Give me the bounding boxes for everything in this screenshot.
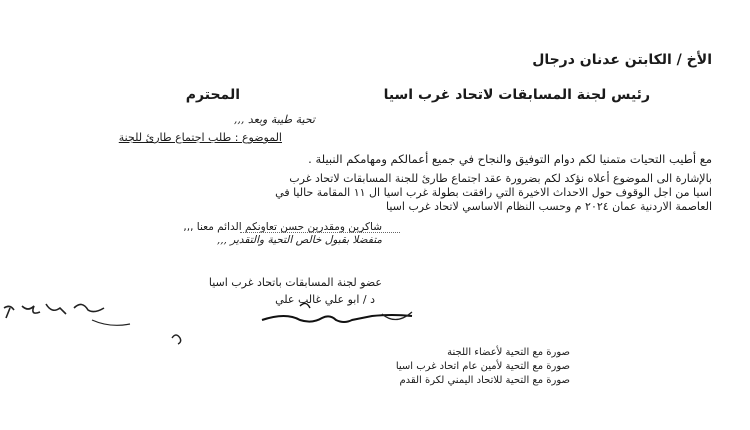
thanks-line: شاكرين ومقدرين حسن تعاونكم الدائم معنا ,,, [183,221,382,233]
honorific: المحترم [185,87,240,103]
greeting: تحية طيبة وبعد ,,, [233,113,315,126]
signatory-name: د / ابو علي غالب علي [275,293,375,306]
regards-line: متفضلا بقبول خالص التحية والتقدير ,,, [216,234,382,246]
body-line-4: العاصمة الاردنية عمان ٢٠٢٤ م وحسب النظام الاساسي لاتحاد غرب اسيا [386,200,712,213]
handwritten-signature-and-date [0,286,750,356]
recipient-title: رئيس لجنة المسابقات لاتحاد غرب اسيا [383,87,650,103]
body-line-3: اسيا من اجل الوقوف حول الاحداث الاخيرة التي رافقت بطولة غرب اسيا ال ١١ المقامة حاليا في [275,186,712,199]
body-line-2: بالإشارة الى الموضوع أعلاه نؤكد لكم بضرورة عقد اجتماع طارئ للجنة المسابقات لاتحاد غرب [289,172,712,185]
body-line-1: مع أطيب التحيات متمنيا لكم دوام التوفيق والنجاح في جميع أعمالكم ومهامكم النبيلة . [308,152,712,166]
signatory-role: عضو لجنة المسابقات باتحاد غرب اسيا [208,276,382,289]
regards-dotted-rule [240,232,400,233]
copy-line-2: صورة مع التحية لأمين عام اتحاد غرب اسيا [395,361,570,372]
subject-line: الموضوع : طلب اجتماع طارئ للجنة [118,131,282,144]
copy-line-3: صورة مع التحية للاتحاد اليمني لكرة القدم [399,375,570,386]
recipient-name: الأخ / الكابتن عدنان درجال [532,52,712,68]
copy-line-1: صورة مع التحية لأعضاء اللجنة [447,347,570,358]
